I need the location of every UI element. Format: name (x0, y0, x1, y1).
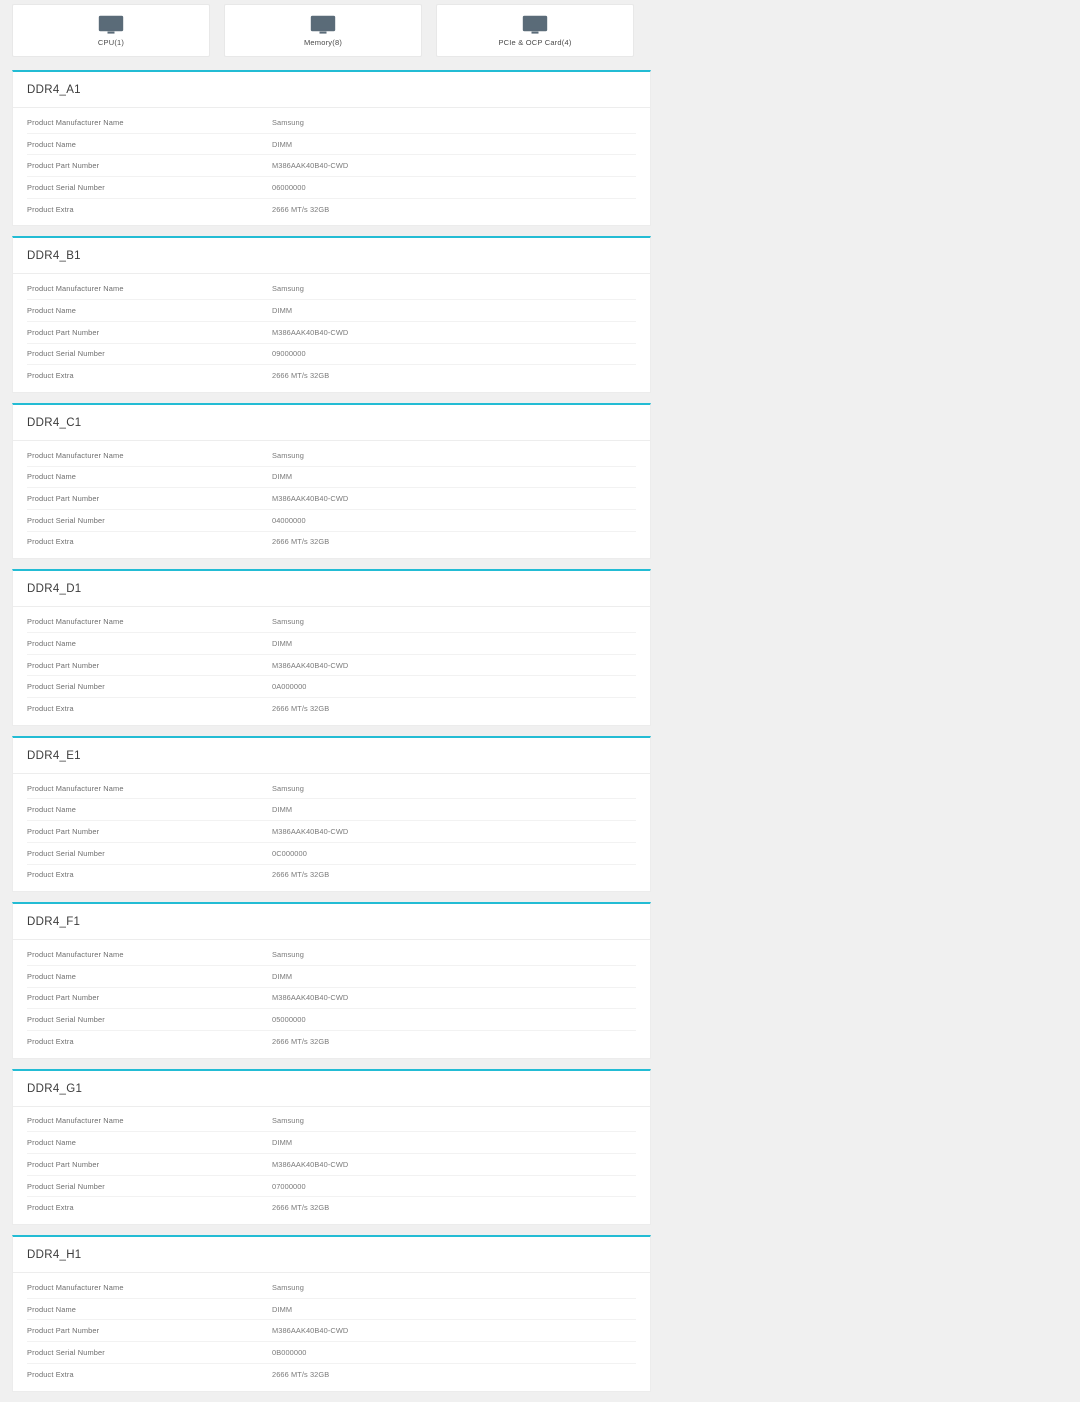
detail-value: 0B000000 (272, 1347, 307, 1357)
module-title: DDR4_A1 (13, 72, 650, 108)
detail-label: Product Manufacturer Name (27, 117, 124, 127)
detail-value: M386AAK40B40-CWD (272, 494, 349, 504)
detail-row (13, 799, 650, 820)
detail-value: 2666 MT/s 32GB (272, 537, 330, 547)
detail-label: Product Manufacturer Name (27, 617, 124, 627)
detail-row (13, 134, 650, 155)
module-detail-list (13, 774, 650, 891)
detail-label: Product Serial Number (27, 349, 105, 359)
detail-label: Product Extra (27, 1036, 74, 1046)
detail-label: Product Manufacturer Name (27, 950, 124, 960)
detail-value: M386AAK40B40-CWD (272, 1326, 349, 1336)
detail-value: DIMM (272, 139, 293, 149)
tab-pcie-ocp-card[interactable] (436, 4, 634, 57)
memory-module-card (12, 902, 651, 1058)
detail-label: Product Part Number (27, 993, 100, 1003)
tab-cpu[interactable] (12, 4, 210, 57)
detail-value: DIMM (272, 305, 293, 315)
detail-value: M386AAK40B40-CWD (272, 660, 349, 670)
detail-label: Product Extra (27, 537, 74, 547)
detail-label: Product Manufacturer Name (27, 450, 124, 460)
detail-row (13, 988, 650, 1009)
tab-label: CPU(1) (97, 37, 125, 47)
detail-label: Product Extra (27, 1203, 74, 1213)
detail-label: Product Extra (27, 1369, 74, 1379)
detail-value: DIMM (272, 638, 293, 648)
detail-row (13, 1197, 650, 1218)
detail-row (13, 177, 650, 198)
memory-modules-grid (0, 70, 1080, 1402)
detail-row (13, 1342, 650, 1363)
detail-row (13, 488, 650, 509)
detail-row (13, 322, 650, 343)
detail-value: DIMM (272, 805, 293, 815)
detail-value: 2666 MT/s 32GB (272, 1203, 330, 1213)
detail-row (13, 698, 650, 719)
detail-row (13, 1154, 650, 1175)
detail-label: Product Part Number (27, 327, 100, 337)
module-detail-list (13, 1273, 650, 1390)
detail-label: Product Extra (27, 870, 74, 880)
detail-value: 2666 MT/s 32GB (272, 703, 330, 713)
detail-row (13, 843, 650, 864)
detail-value: 04000000 (272, 515, 306, 525)
monitor-icon (310, 15, 336, 34)
memory-module-card (12, 1235, 651, 1391)
detail-value: Samsung (272, 783, 304, 793)
detail-row (13, 1009, 650, 1030)
detail-row (13, 778, 650, 799)
detail-label: Product Serial Number (27, 682, 105, 692)
detail-row (13, 1277, 650, 1298)
module-title: DDR4_F1 (13, 904, 650, 940)
detail-label: Product Part Number (27, 660, 100, 670)
detail-label: Product Manufacturer Name (27, 783, 124, 793)
detail-value: 2666 MT/s 32GB (272, 371, 330, 381)
detail-label: Product Serial Number (27, 182, 105, 192)
detail-row (13, 633, 650, 654)
module-title: DDR4_B1 (13, 238, 650, 274)
memory-modules-scroll-area[interactable] (0, 70, 1080, 1379)
tab-memory[interactable] (224, 4, 422, 57)
component-tab-strip (0, 0, 1080, 68)
detail-label: Product Extra (27, 703, 74, 713)
detail-label: Product Extra (27, 204, 74, 214)
detail-label: Product Name (27, 305, 77, 315)
detail-row (13, 821, 650, 842)
detail-row (13, 966, 650, 987)
detail-label: Product Manufacturer Name (27, 1282, 124, 1292)
detail-value: 09000000 (272, 349, 306, 359)
detail-label: Product Serial Number (27, 1347, 105, 1357)
detail-row (13, 155, 650, 176)
detail-value: 2666 MT/s 32GB (272, 1369, 330, 1379)
module-detail-list (13, 1107, 650, 1224)
detail-label: Product Serial Number (27, 1015, 105, 1025)
detail-label: Product Serial Number (27, 1181, 105, 1191)
detail-row (13, 467, 650, 488)
detail-label: Product Name (27, 1304, 77, 1314)
memory-module-card (12, 70, 651, 226)
tab-label: Memory(8) (303, 37, 343, 47)
module-title: DDR4_H1 (13, 1237, 650, 1273)
module-detail-list (13, 607, 650, 724)
detail-row (13, 1364, 650, 1385)
detail-value: DIMM (272, 1138, 293, 1148)
detail-label: Product Part Number (27, 161, 100, 171)
detail-row (13, 1299, 650, 1320)
detail-row (13, 655, 650, 676)
tab-label: PCIe & OCP Card(4) (498, 37, 572, 47)
detail-value: M386AAK40B40-CWD (272, 1159, 349, 1169)
detail-label: Product Part Number (27, 1326, 100, 1336)
detail-row (13, 300, 650, 321)
detail-label: Product Serial Number (27, 515, 105, 525)
detail-value: Samsung (272, 450, 304, 460)
detail-label: Product Manufacturer Name (27, 284, 124, 294)
detail-value: Samsung (272, 617, 304, 627)
detail-value: Samsung (272, 284, 304, 294)
detail-value: 05000000 (272, 1015, 306, 1025)
detail-row (13, 1320, 650, 1341)
detail-value: DIMM (272, 971, 293, 981)
detail-value: 2666 MT/s 32GB (272, 204, 330, 214)
detail-row (13, 344, 650, 365)
detail-value: Samsung (272, 1282, 304, 1292)
detail-label: Product Part Number (27, 826, 100, 836)
detail-value: Samsung (272, 1116, 304, 1126)
detail-label: Product Manufacturer Name (27, 1116, 124, 1126)
module-detail-list (13, 940, 650, 1057)
detail-value: M386AAK40B40-CWD (272, 826, 349, 836)
detail-row (13, 865, 650, 886)
memory-module-card (12, 736, 651, 892)
detail-label: Product Extra (27, 371, 74, 381)
detail-row (13, 676, 650, 697)
module-title: DDR4_C1 (13, 405, 650, 441)
memory-module-card (12, 403, 651, 559)
monitor-icon (522, 15, 548, 34)
detail-value: M386AAK40B40-CWD (272, 161, 349, 171)
monitor-icon (98, 15, 124, 34)
detail-row (13, 278, 650, 299)
detail-value: 06000000 (272, 182, 306, 192)
detail-value: M386AAK40B40-CWD (272, 327, 349, 337)
detail-value: DIMM (272, 1304, 293, 1314)
module-detail-list (13, 274, 650, 391)
detail-label: Product Part Number (27, 494, 100, 504)
memory-module-card (12, 569, 651, 725)
detail-label: Product Name (27, 139, 77, 149)
detail-row (13, 944, 650, 965)
detail-label: Product Name (27, 805, 77, 815)
detail-row (13, 611, 650, 632)
detail-value: Samsung (272, 117, 304, 127)
detail-row (13, 510, 650, 531)
detail-row (13, 532, 650, 553)
memory-module-card (12, 1069, 651, 1225)
detail-value: 0C000000 (272, 848, 307, 858)
module-title: DDR4_D1 (13, 571, 650, 607)
detail-value: M386AAK40B40-CWD (272, 993, 349, 1003)
detail-label: Product Name (27, 472, 77, 482)
module-title: DDR4_E1 (13, 738, 650, 774)
detail-row (13, 1031, 650, 1052)
detail-row (13, 199, 650, 220)
detail-row (13, 1176, 650, 1197)
detail-row (13, 1111, 650, 1132)
detail-row (13, 445, 650, 466)
module-detail-list (13, 441, 650, 558)
memory-module-card (12, 236, 651, 392)
detail-label: Product Serial Number (27, 848, 105, 858)
detail-row (13, 1132, 650, 1153)
detail-value: 2666 MT/s 32GB (272, 870, 330, 880)
detail-value: Samsung (272, 950, 304, 960)
module-title: DDR4_G1 (13, 1071, 650, 1107)
detail-row (13, 112, 650, 133)
detail-label: Product Part Number (27, 1159, 100, 1169)
detail-label: Product Name (27, 638, 77, 648)
detail-value: 07000000 (272, 1181, 306, 1191)
detail-value: 0A000000 (272, 682, 307, 692)
detail-value: 2666 MT/s 32GB (272, 1036, 330, 1046)
module-detail-list (13, 108, 650, 225)
detail-row (13, 365, 650, 386)
detail-label: Product Name (27, 1138, 77, 1148)
detail-value: DIMM (272, 472, 293, 482)
detail-label: Product Name (27, 971, 77, 981)
